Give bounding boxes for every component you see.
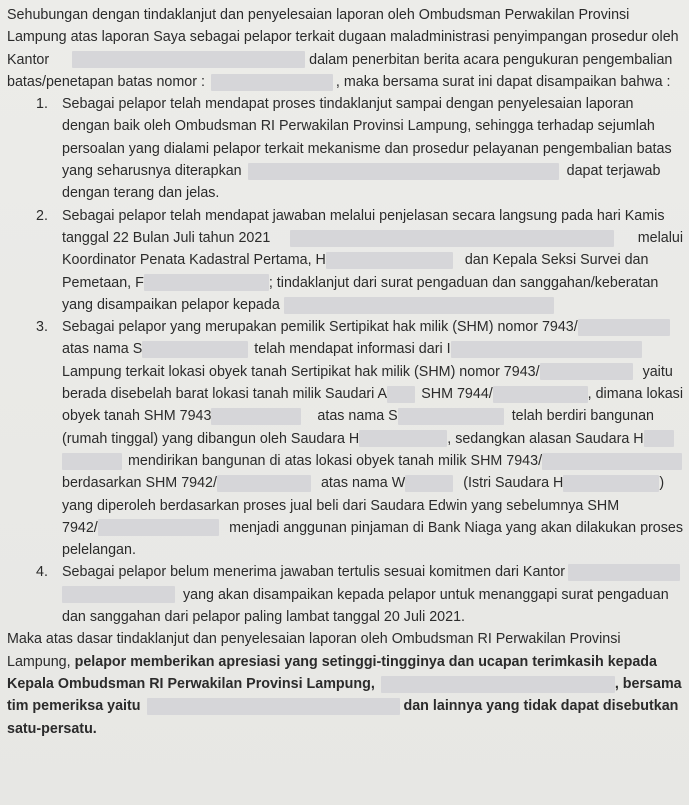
redaction <box>568 564 680 581</box>
redaction <box>398 408 504 425</box>
text-line <box>7 227 683 249</box>
bold-text: pelapor memberikan apresiasi yang setinggi-tingginya dan ucapan terimkasih kepada <box>74 653 657 670</box>
redaction <box>563 475 659 492</box>
list-item <box>7 316 683 338</box>
redaction <box>451 341 642 358</box>
text-line <box>7 673 683 695</box>
text: Lampung terkait lokasi obyek tanah Sertipikat hak milik (SHM) nomor 7943/ <box>62 363 540 380</box>
list-item <box>7 561 683 583</box>
text: Sebagai pelapor telah mendapat proses tindaklanjut sampai dengan penyelesaian laporan <box>62 96 634 113</box>
text: Sebagai pelapor belum menerima jawaban tertulis sesuai komitmen dari Kantor <box>62 564 566 581</box>
text-line <box>7 160 683 182</box>
text: telah mendapat informasi dari I <box>254 341 451 358</box>
text: Maka atas dasar tindaklanjut dan penyelesaian laporan oleh Ombudsman RI Perwakilan Provinsi <box>7 631 621 648</box>
redaction <box>62 586 175 603</box>
redaction <box>142 341 248 358</box>
text: yang disampaikan pelapor kepada <box>62 296 280 313</box>
text-line <box>7 71 683 93</box>
text: , sedangkan alasan Saudara H <box>447 430 644 447</box>
text: yang akan disampaikan kepada pelapor untuk menanggapi surat pengaduan <box>183 586 669 603</box>
redaction <box>405 475 453 492</box>
bold-text: Kepala Ombudsman RI Perwakilan Provinsi Lampung, <box>7 675 375 692</box>
text-line <box>7 405 683 427</box>
item-number: 4. <box>36 564 48 581</box>
text-line <box>7 472 683 494</box>
item-number: 2. <box>36 207 48 224</box>
text: ; tindaklanjut dari surat pengaduan dan sanggahan/keberatan <box>268 274 659 291</box>
text: Sehubungan dengan tindaklanjut dan penyelesaian laporan oleh Ombudsman Perwakilan Provinsi <box>7 7 630 23</box>
item-number: 1. <box>36 96 48 113</box>
text: berdasarkan SHM 7942/ <box>62 475 217 492</box>
text-line <box>7 695 683 717</box>
text-line <box>7 628 683 650</box>
text-line <box>7 26 683 48</box>
redaction <box>147 698 400 715</box>
text: berada disebelah barat lokasi tanah milik Saudari A <box>62 386 388 403</box>
text: 7942/ <box>62 519 98 536</box>
item-number: 3. <box>36 319 48 336</box>
text-line <box>7 272 683 294</box>
redaction <box>290 230 613 247</box>
text: obyek tanah SHM 7943 <box>62 408 212 425</box>
list-item <box>7 205 683 227</box>
redaction <box>326 252 453 269</box>
redaction <box>542 453 682 470</box>
text: atas nama W <box>320 475 406 492</box>
text: Lampung, <box>7 653 71 670</box>
text: persoalan yang dialami pelapor terkait mekanisme dan prosedur pelayanan pengembalian batas <box>62 140 672 157</box>
text-line <box>7 115 683 137</box>
text: yaitu <box>642 363 673 380</box>
text-line <box>7 428 683 450</box>
text: ) <box>659 475 665 492</box>
text-line <box>7 606 683 628</box>
text: dengan baik oleh Ombudsman RI Perwakilan Provinsi Lampung, sehingga terhadap sejumlah <box>62 118 655 135</box>
text: dapat terjawab <box>566 163 661 180</box>
redaction <box>211 74 333 91</box>
redaction <box>359 430 447 447</box>
text: mendirikan bangunan di atas lokasi obyek tanah milik SHM 7943/ <box>128 452 543 469</box>
text-line <box>7 138 683 160</box>
text-line <box>7 294 683 316</box>
text-line <box>7 49 683 71</box>
bold-text: tim pemeriksa yaitu <box>7 698 141 715</box>
text: yang diperoleh berdasarkan proses jual beli dari Saudara Edwin yang sebelumnya SHM <box>62 497 620 514</box>
text: (rumah tinggal) yang dibangun oleh Saudara H <box>62 430 360 447</box>
text: pelelangan. <box>62 542 136 559</box>
text: Kantor <box>7 51 50 68</box>
text: , maka bersama surat ini dapat disampaikan bahwa : <box>335 73 671 90</box>
text: SHM 7944/ <box>421 386 493 403</box>
bold-text: dan lainnya yang tidak dapat disebutkan <box>403 698 679 715</box>
text: dan sanggahan dari pelapor paling lambat tanggal 20 Juli 2021. <box>62 609 466 626</box>
text: dan Kepala Seksi Survei dan <box>464 252 649 269</box>
redaction <box>62 453 122 470</box>
redaction <box>644 430 674 447</box>
text: tanggal 22 Bulan Juli tahun 2021 <box>62 229 271 246</box>
text-line <box>7 584 683 606</box>
text: Lampung atas laporan Saya sebagai pelapor terkait dugaan maladministrasi penyimpangan prosedur oleh <box>7 29 679 46</box>
bold-text: satu-persatu. <box>7 720 97 737</box>
text: yang seharusnya diterapkan <box>62 163 242 180</box>
text-line <box>7 338 683 360</box>
text-line <box>7 249 683 271</box>
text: Sebagai pelapor yang merupakan pemilik Sertipikat hak milik (SHM) nomor 7943/ <box>62 319 578 336</box>
text-line <box>7 539 683 561</box>
redaction <box>381 676 615 693</box>
text: menjadi anggunan pinjaman di Bank Niaga yang akan dilakukan proses <box>229 519 683 536</box>
text: telah berdiri bangunan <box>511 408 654 425</box>
redaction <box>578 319 670 336</box>
text: dalam penerbitan berita acara pengukuran pengembalian <box>309 51 673 68</box>
redaction <box>211 408 301 425</box>
text: atas nama S <box>317 408 398 425</box>
text-line <box>7 495 683 517</box>
text-line <box>7 718 683 740</box>
text: , dimana lokasi <box>587 386 683 403</box>
redaction <box>72 51 305 68</box>
text-line <box>7 450 683 472</box>
text-line <box>7 517 683 539</box>
text: melalui <box>637 229 683 246</box>
redaction <box>540 363 633 380</box>
text-line <box>7 182 683 204</box>
text: atas nama S <box>62 341 143 358</box>
text: Koordinator Penata Kadastral Pertama, H <box>62 252 326 269</box>
bold-text: , bersama <box>614 675 682 692</box>
text: Sebagai pelapor telah mendapat jawaban melalui penjelasan secara langsung pada hari Kamis <box>62 207 665 224</box>
redaction <box>284 297 554 314</box>
text-line <box>7 383 683 405</box>
list-item <box>7 93 683 115</box>
redaction <box>144 274 269 291</box>
text: dengan terang dan jelas. <box>62 185 220 202</box>
text: batas/penetapan batas nomor : <box>7 73 205 90</box>
text-line <box>7 4 683 26</box>
redaction <box>217 475 311 492</box>
redaction <box>493 386 588 403</box>
text-line <box>7 651 683 673</box>
text: (Istri Saudara H <box>463 475 564 492</box>
redaction <box>248 163 559 180</box>
text-line <box>7 361 683 383</box>
text: Pemetaan, F <box>62 274 144 291</box>
redaction <box>98 519 219 536</box>
redaction <box>387 386 415 403</box>
